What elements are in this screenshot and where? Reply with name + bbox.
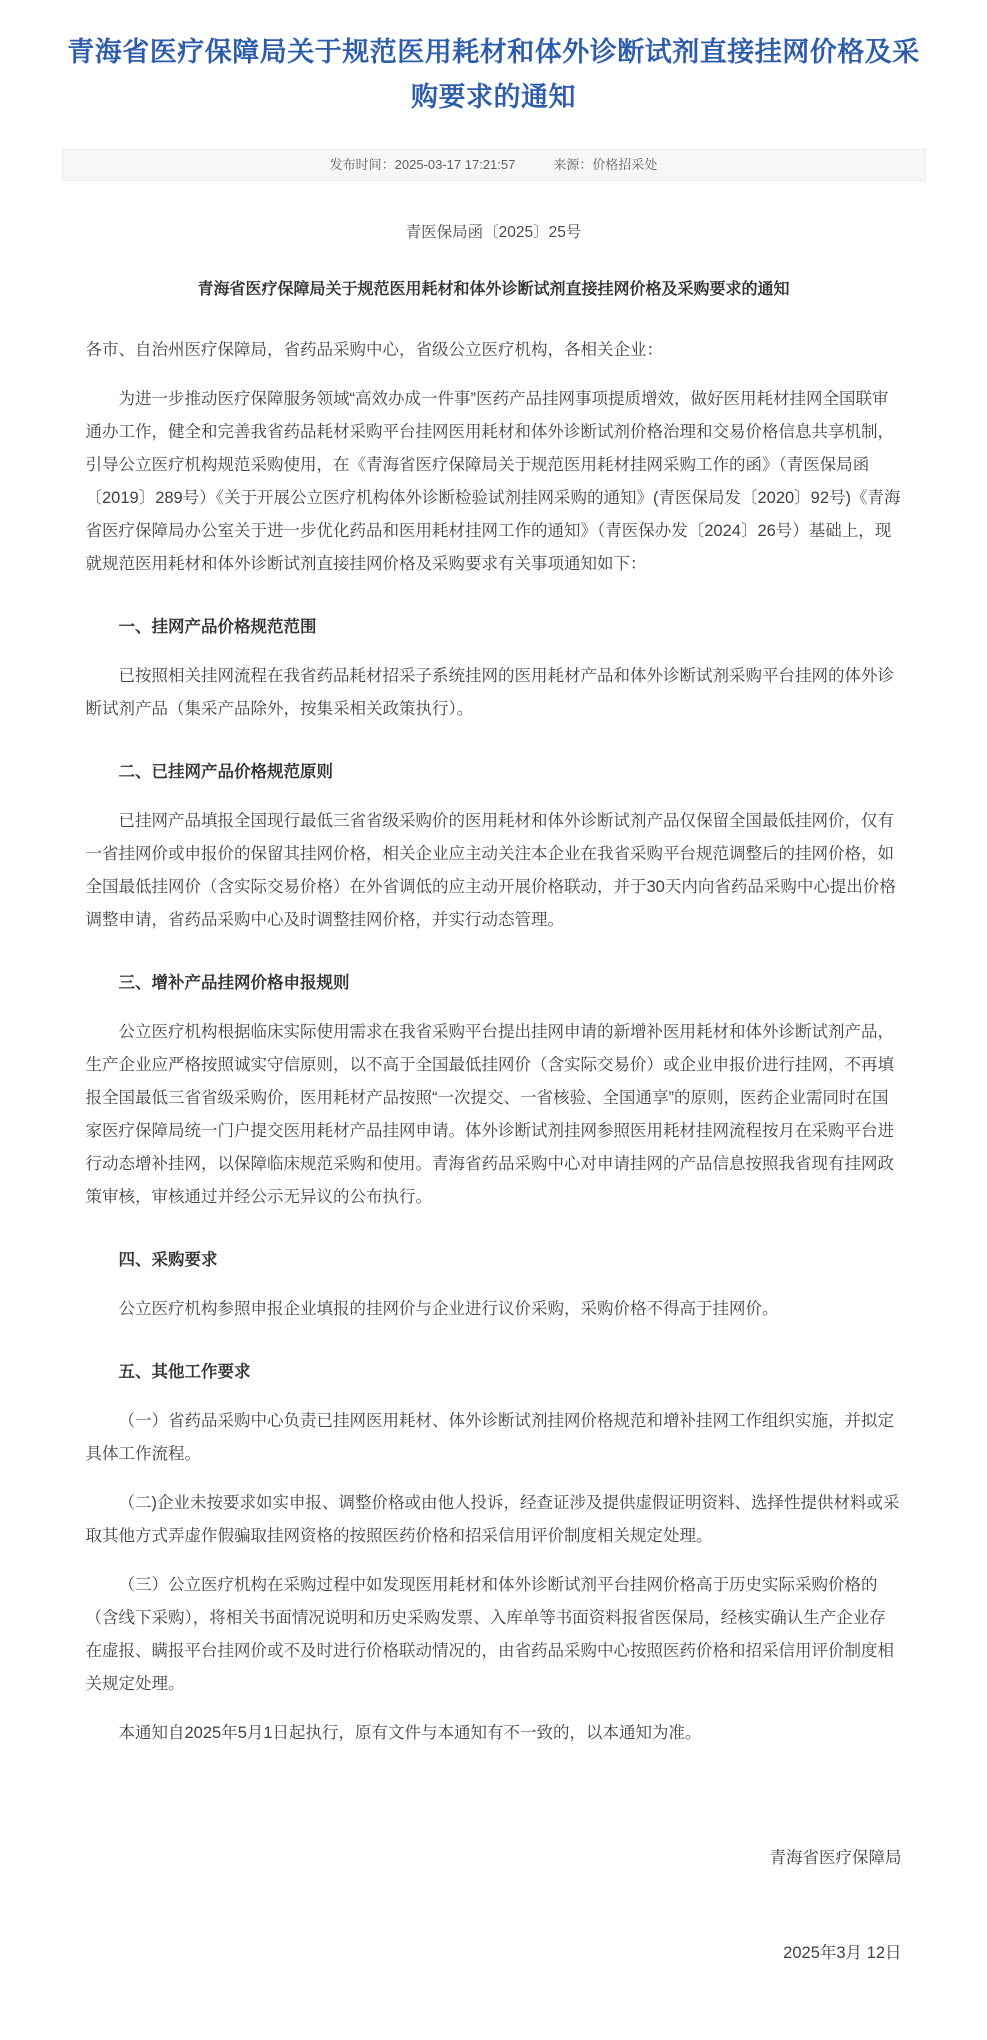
notice-body xyxy=(86,217,902,2040)
source-value: 价格招采处 xyxy=(592,157,658,173)
meta-bar xyxy=(62,149,926,181)
source-label: 来源： xyxy=(553,157,593,173)
issuer-signature: 青海省医疗保障局 xyxy=(769,1849,902,1868)
section-3-heading: 三、增补产品挂网价格申报规则 xyxy=(118,974,350,993)
section-2-paragraph: 已挂网产品填报全国现行最低三省省级采购价的医用耗材和体外诊断试剂产品仅保留全国最低挂网价，仅有一省挂网价或申报价的保留其挂网价格，相关企业应主动关注本企业在我省采购平台规范调整后的挂网价格，如全国最低挂网价（含实际交易价格）在外省调低的应主动开展价格联动，并于30天内向省药品采购中心提出价格调整申请，省药品采购中心及时调整挂网价格，并实行动态管理。 xyxy=(85,812,896,930)
section-1-paragraph: 已按照相关挂网流程在我省药品耗材招采子系统挂网的医用耗材产品和体外诊断试剂采购平台挂网的体外诊断试剂产品（集采产品除外，按集采相关政策执行）。 xyxy=(85,667,894,719)
source xyxy=(553,156,657,174)
section-5-item-1: （一）省药品采购中心负责已挂网医用耗材、体外诊断试剂挂网价格规范和增补挂网工作组织实施，并拟定具体工作流程。 xyxy=(85,1412,894,1464)
page-title: 青海省医疗保障局关于规范医用耗材和体外诊断试剂直接挂网价格及采购要求的通知 xyxy=(67,37,920,112)
salutation: 各市、自治州医疗保障局，省药品采购中心，省级公立医疗机构，各相关企业： xyxy=(85,341,663,360)
section-1-heading: 一、挂网产品价格规范范围 xyxy=(118,618,317,637)
issue-date: 2025年3月 12日 xyxy=(783,1944,902,1963)
section-2-heading: 二、已挂网产品价格规范原则 xyxy=(118,763,333,782)
publish-time-value: 2025-03-17 17:21:57 xyxy=(394,157,516,173)
publish-time xyxy=(330,156,516,174)
publish-time-label: 发布时间： xyxy=(329,157,395,173)
effective-note: 本通知自2025年5月1日起执行，原有文件与本通知有不一致的，以本通知为准。 xyxy=(118,1724,702,1743)
document-subtitle: 青海省医疗保障局关于规范医用耗材和体外诊断试剂直接挂网价格及采购要求的通知 xyxy=(197,281,790,299)
section-5-heading: 五、其他工作要求 xyxy=(118,1363,251,1382)
intro-paragraph: 为进一步推动医疗保障服务领域“高效办成一件事”医药产品挂网事项提质增效，做好医用耗材挂网全国联审通办工作，健全和完善我省药品耗材采购平台挂网医用耗材和体外诊断试剂价格治理和交易价格信息共享机制，引导公立医疗机构规范采购使用，在《青海省医疗保障局关于规范医用耗材挂网采购工作的函》（青医保局函〔2019〕289号）《关于开展公立医疗机构体外诊断检验试剂挂网采购的通知》(青医保局发〔2020〕92号)《青海省医疗保障局办公室关于进一步优化药品和医用耗材挂网工作的通知》（青医保办发〔2024〕26号）基础上，现就规范医用耗材和体外诊断试剂直接挂网价格及采购要求有关事项通知如下： xyxy=(85,390,901,574)
section-4-paragraph: 公立医疗机构参照申报企业填报的挂网价与企业进行议价采购，采购价格不得高于挂网价。 xyxy=(118,1300,779,1319)
document-number: 青医保局函〔2025〕25号 xyxy=(405,224,582,242)
section-4-heading: 四、采购要求 xyxy=(118,1251,218,1270)
section-5-item-2: （二)企业未按要求如实申报、调整价格或由他人投诉，经查证涉及提供虚假证明资料、选择性提供材料或采取其他方式弄虚作假骗取挂网资格的按照医药价格和招采信用评价制度相关规定处理。 xyxy=(85,1494,900,1546)
section-3-paragraph: 公立医疗机构根据临床实际使用需求在我省采购平台提出挂网申请的新增补医用耗材和体外诊断试剂产品，生产企业应严格按照诚实守信原则，以不高于全国最低挂网价（含实际交易价）或企业申报价进行挂网，不再填报全国最低三省省级采购价，医用耗材产品按照“一次提交、一省核验、全国通享”的原则，医药企业需同时在国家医疗保障局统一门户提交医用耗材产品挂网申请。体外诊断试剂挂网参照医用耗材挂网流程按月在采购平台进行动态增补挂网，以保障临床规范采购和使用。青海省药品采购中心对申请挂网的产品信息按照我省现有挂网政策审核，审核通过并经公示无异议的公布执行。 xyxy=(85,1023,894,1207)
section-5-item-3: （三）公立医疗机构在采购过程中如发现医用耗材和体外诊断试剂平台挂网价格高于历史实际采购价格的（含线下采购），将相关书面情况说明和历史采购发票、入库单等书面资料报省医保局，经核实确认生产企业存在虚报、瞒报平台挂网价或不及时进行价格联动情况的，由省药品采购中心按照医药价格和招采信用评价制度相关规定处理。 xyxy=(85,1576,894,1694)
